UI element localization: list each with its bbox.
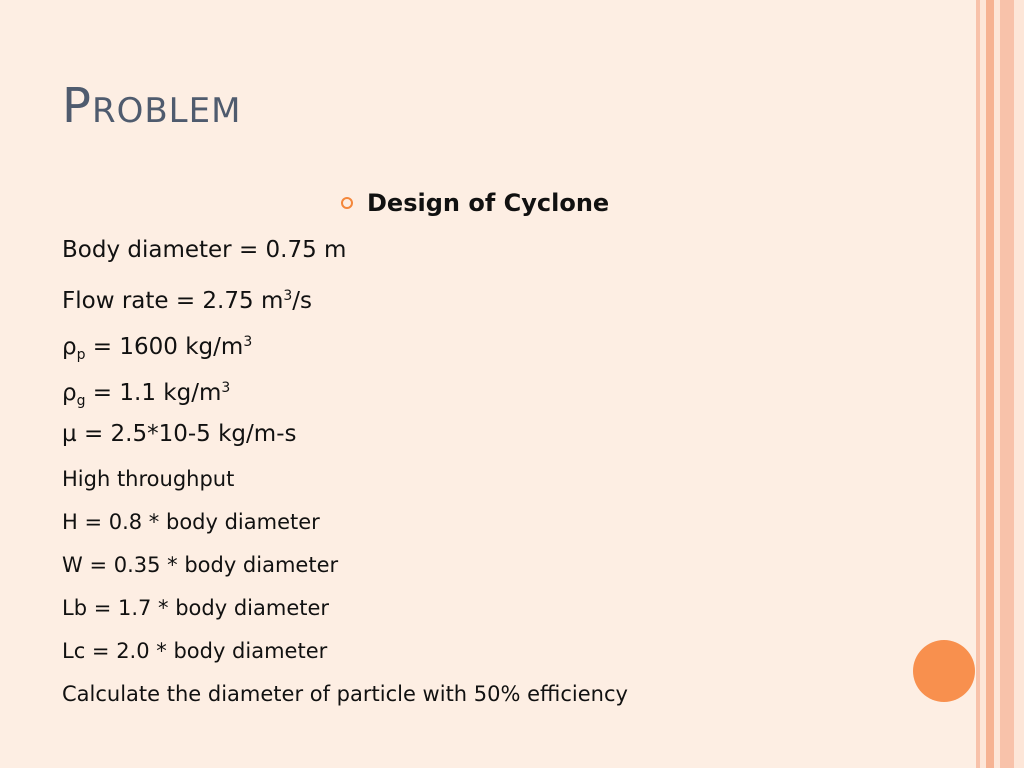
line-text: Body diameter = 0.75 m	[62, 237, 347, 263]
decor-circle	[913, 640, 975, 702]
bullet-item	[341, 188, 609, 218]
line-calculate: Calculate the diameter of particle with 50% efficiency	[62, 682, 628, 706]
line-text: µ = 2.5*10-5 kg/m-s	[62, 421, 297, 447]
superscript: 3	[283, 288, 293, 304]
line-viscosity	[62, 418, 628, 464]
superscript: 3	[243, 334, 253, 350]
slide-title: Problem	[62, 78, 242, 134]
line-lb: Lb = 1.7 * body diameter	[62, 596, 330, 620]
line-particle-density	[62, 326, 628, 372]
line-flow-rate	[62, 280, 628, 326]
line-throughput: High throughput	[62, 467, 235, 491]
line-h: H = 0.8 * body diameter	[62, 510, 320, 534]
line-text: = 1.1 kg/m	[85, 380, 222, 406]
problem-lines	[62, 234, 628, 722]
line-body-diameter	[62, 234, 628, 280]
subscript: g	[76, 393, 86, 409]
line-text: Flow rate = 2.75 m	[62, 288, 284, 314]
line-w: W = 0.35 * body diameter	[62, 553, 339, 577]
superscript: 3	[221, 380, 231, 396]
decor-stripe	[1014, 0, 1024, 768]
line-text: ρ	[62, 334, 77, 360]
line-text: /s	[292, 288, 313, 314]
line-text: ρ	[62, 380, 77, 406]
line-text: = 1600 kg/m	[85, 334, 244, 360]
line-gas-density	[62, 372, 628, 418]
bullet-text: Design of Cyclone	[367, 189, 610, 217]
decor-stripe	[986, 0, 994, 768]
decor-stripe	[1000, 0, 1014, 768]
subscript: p	[76, 347, 86, 363]
line-lc: Lc = 2.0 * body diameter	[62, 639, 328, 663]
ring-bullet-icon	[341, 197, 353, 209]
